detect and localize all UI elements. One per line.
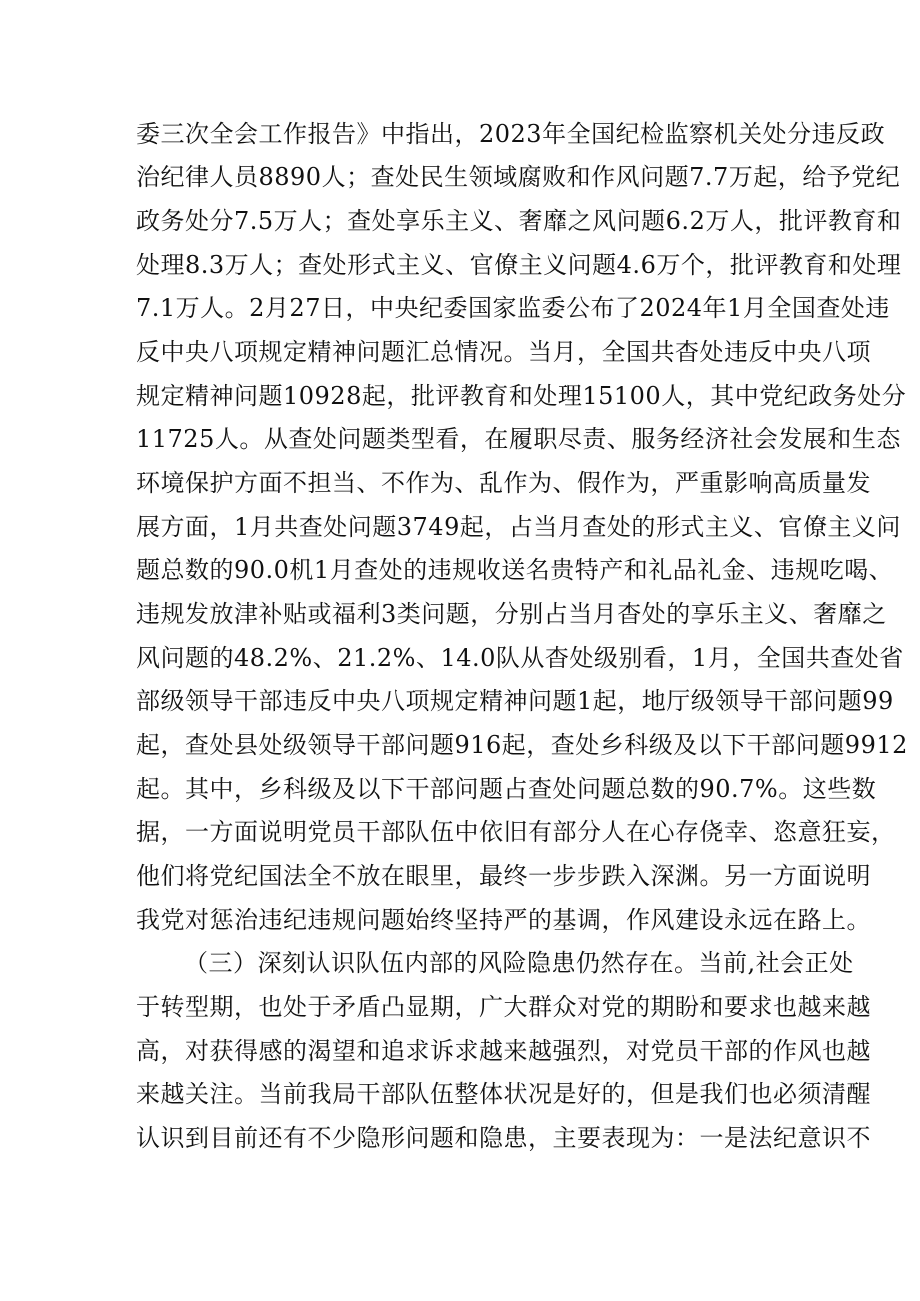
text-line: 环境保护方面不担当、不作为、乱作为、假作为，严重影响高质量发 xyxy=(136,469,871,497)
text-line: 部级领导干部违反中央八项规定精神问题1起，地厅级领导干部问题99 xyxy=(136,687,894,715)
text-line: 风问题的48.2%、21.2%、14.0队从杳处级别看，1月，全国共查处省 xyxy=(136,644,904,672)
text-line: 政务处分7.5万人；查处享乐主义、奢靡之风问题6.2万人，批评教育和 xyxy=(136,207,902,235)
text-line: 他们将党纪国法全不放在眼里，最终一步步跌入深渊。另一方面说明 xyxy=(136,862,871,890)
text-line: 起。其中，乡科级及以下干部问题占查处问题总数的90.7%。这些数 xyxy=(136,775,877,803)
text-line: 高，对获得感的渴望和追求诉求越来越强烈，对党员干部的作风也越 xyxy=(136,1037,871,1065)
text-line: 据，一方面说明党员干部队伍中依旧有部分人在心存侥幸、恣意狂妄， xyxy=(136,818,896,846)
text-line: 反中央八项规定精神问题汇总情况。当月，全国共杳处违反中央八项 xyxy=(136,338,871,366)
text-line: 认识到目前还有不少隐形问题和隐患，主要表现为：一是法纪意识不 xyxy=(136,1124,871,1152)
text-line: 于转型期，也处于矛盾凸显期，广大群众对党的期盼和要求也越来越 xyxy=(136,993,871,1021)
section-heading-line: （三）深刻认识队伍内部的风险隐患仍然存在。当前,社会正处 xyxy=(184,949,854,977)
text-line: 委三次全会工作报告》中指出，2023年全国纪检监察机关处分违反政 xyxy=(136,120,886,148)
text-line: 展方面，1月共查处问题3749起，占当月查处的形式主义、官僚主义问 xyxy=(136,513,901,541)
text-line: 起，查处县处级领导干部问题916起，查处乡科级及以下干部问题9912 xyxy=(136,731,908,759)
text-line: 处理8.3万人；查处形式主义、官僚主义问题4.6万个，批评教育和处理 xyxy=(136,251,902,279)
text-line: 7.1万人。2月27日，中央纪委国家监委公布了2024年1月全国查处违 xyxy=(136,294,890,322)
text-line: 规定精神问题10928起，批评教育和处理15100人，其中党纪政务处分 xyxy=(136,382,907,410)
text-line: 我党对惩治违纪违规问题始终坚持严的基调，作风建设永远在路上。 xyxy=(136,906,871,934)
text-line: 11725人。从查处问题类型看，在履职尽责、服务经济社会发展和生态 xyxy=(136,425,901,453)
text-line: 题总数的90.0机1月查处的违规收送名贵特产和礼品礼金、违规吃喝、 xyxy=(136,556,894,584)
text-line: 来越关注。当前我局干部队伍整体状况是好的，但是我们也必须清醒 xyxy=(136,1080,871,1108)
text-line: 治纪律人员8890人；查处民生领域腐败和作风问题7.7万起，给予党纪 xyxy=(136,163,901,191)
text-line: 违规发放津补贴或福利3类问题，分别占当月杳处的享乐主义、奢靡之 xyxy=(136,600,887,628)
